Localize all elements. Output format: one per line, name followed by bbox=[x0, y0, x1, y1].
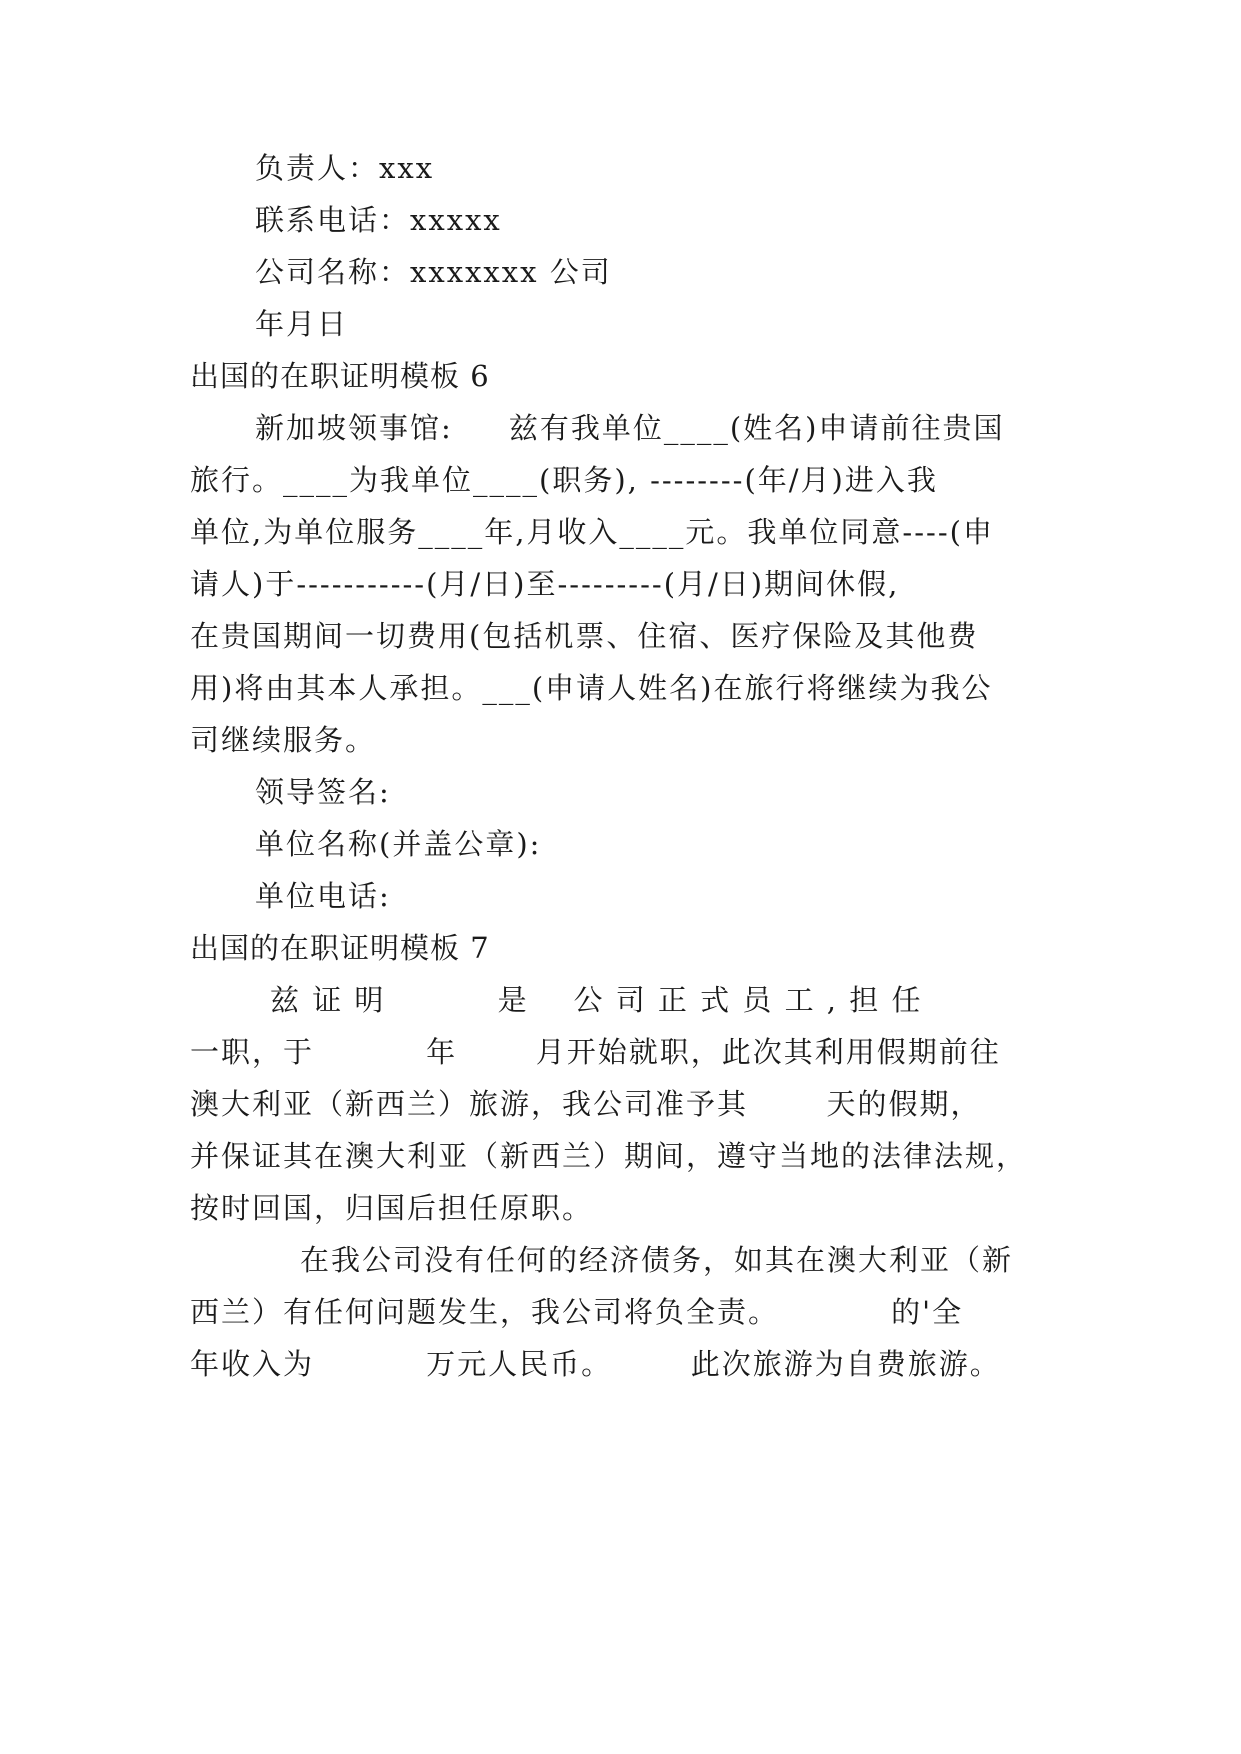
template7-line-1: 兹 证 明 是 公 司 正 式 员 工 , 担 任 bbox=[270, 983, 923, 1017]
responsible-person: 负责人：xxx bbox=[255, 151, 435, 185]
template6-line-2: 旅行。____为我单位____(职务), --------(年/月)进入我 bbox=[190, 463, 938, 497]
template7-line-6: 在我公司没有任何的经济债务，如其在澳大利亚（新 bbox=[300, 1243, 1014, 1277]
template6-line-1: 新加坡领事馆: 兹有我单位____(姓名)申请前往贵国 bbox=[255, 411, 1005, 445]
company-name: 公司名称：xxxxxxx 公司 bbox=[255, 255, 612, 289]
template6-line-7: 司继续服务。 bbox=[190, 723, 377, 757]
template7-line-2: 一职，于 年 月开始就职，此次其利用假期前往 bbox=[190, 1035, 1001, 1069]
template7-line-5: 按时回国，归国后担任原职。 bbox=[190, 1191, 594, 1225]
unit-name-seal: 单位名称(并盖公章): bbox=[255, 827, 542, 861]
template6-line-4: 请人)于-----------(月/日)至---------(月/日)期间休假, bbox=[190, 567, 900, 601]
section-title-7: 出国的在职证明模板 7 bbox=[190, 931, 490, 965]
template6-line-3: 单位,为单位服务____年,月收入____元。我单位同意----(申 bbox=[190, 515, 994, 549]
template7-line-7: 西兰）有任何问题发生，我公司将负全责。 的'全 bbox=[190, 1295, 964, 1329]
template7-line-8: 年收入为 万元人民币。 此次旅游为自费旅游。 bbox=[190, 1347, 1001, 1381]
contact-phone: 联系电话：xxxxx bbox=[255, 203, 502, 237]
template6-line-5: 在贵国期间一切费用(包括机票、住宿、医疗保险及其他费 bbox=[190, 619, 979, 653]
template7-line-4: 并保证其在澳大利亚（新西兰）期间，遵守当地的法律法规， bbox=[190, 1139, 1028, 1173]
leader-signature: 领导签名: bbox=[255, 775, 391, 809]
unit-phone: 单位电话: bbox=[255, 879, 391, 913]
section-title-6: 出国的在职证明模板 6 bbox=[190, 359, 490, 393]
template6-line-6: 用)将由其本人承担。___(申请人姓名)在旅行将继续为我公 bbox=[190, 671, 993, 705]
template7-line-3: 澳大利亚（新西兰）旅游，我公司准予其 天的假期， bbox=[190, 1087, 982, 1121]
date-line: 年月日 bbox=[255, 307, 349, 341]
